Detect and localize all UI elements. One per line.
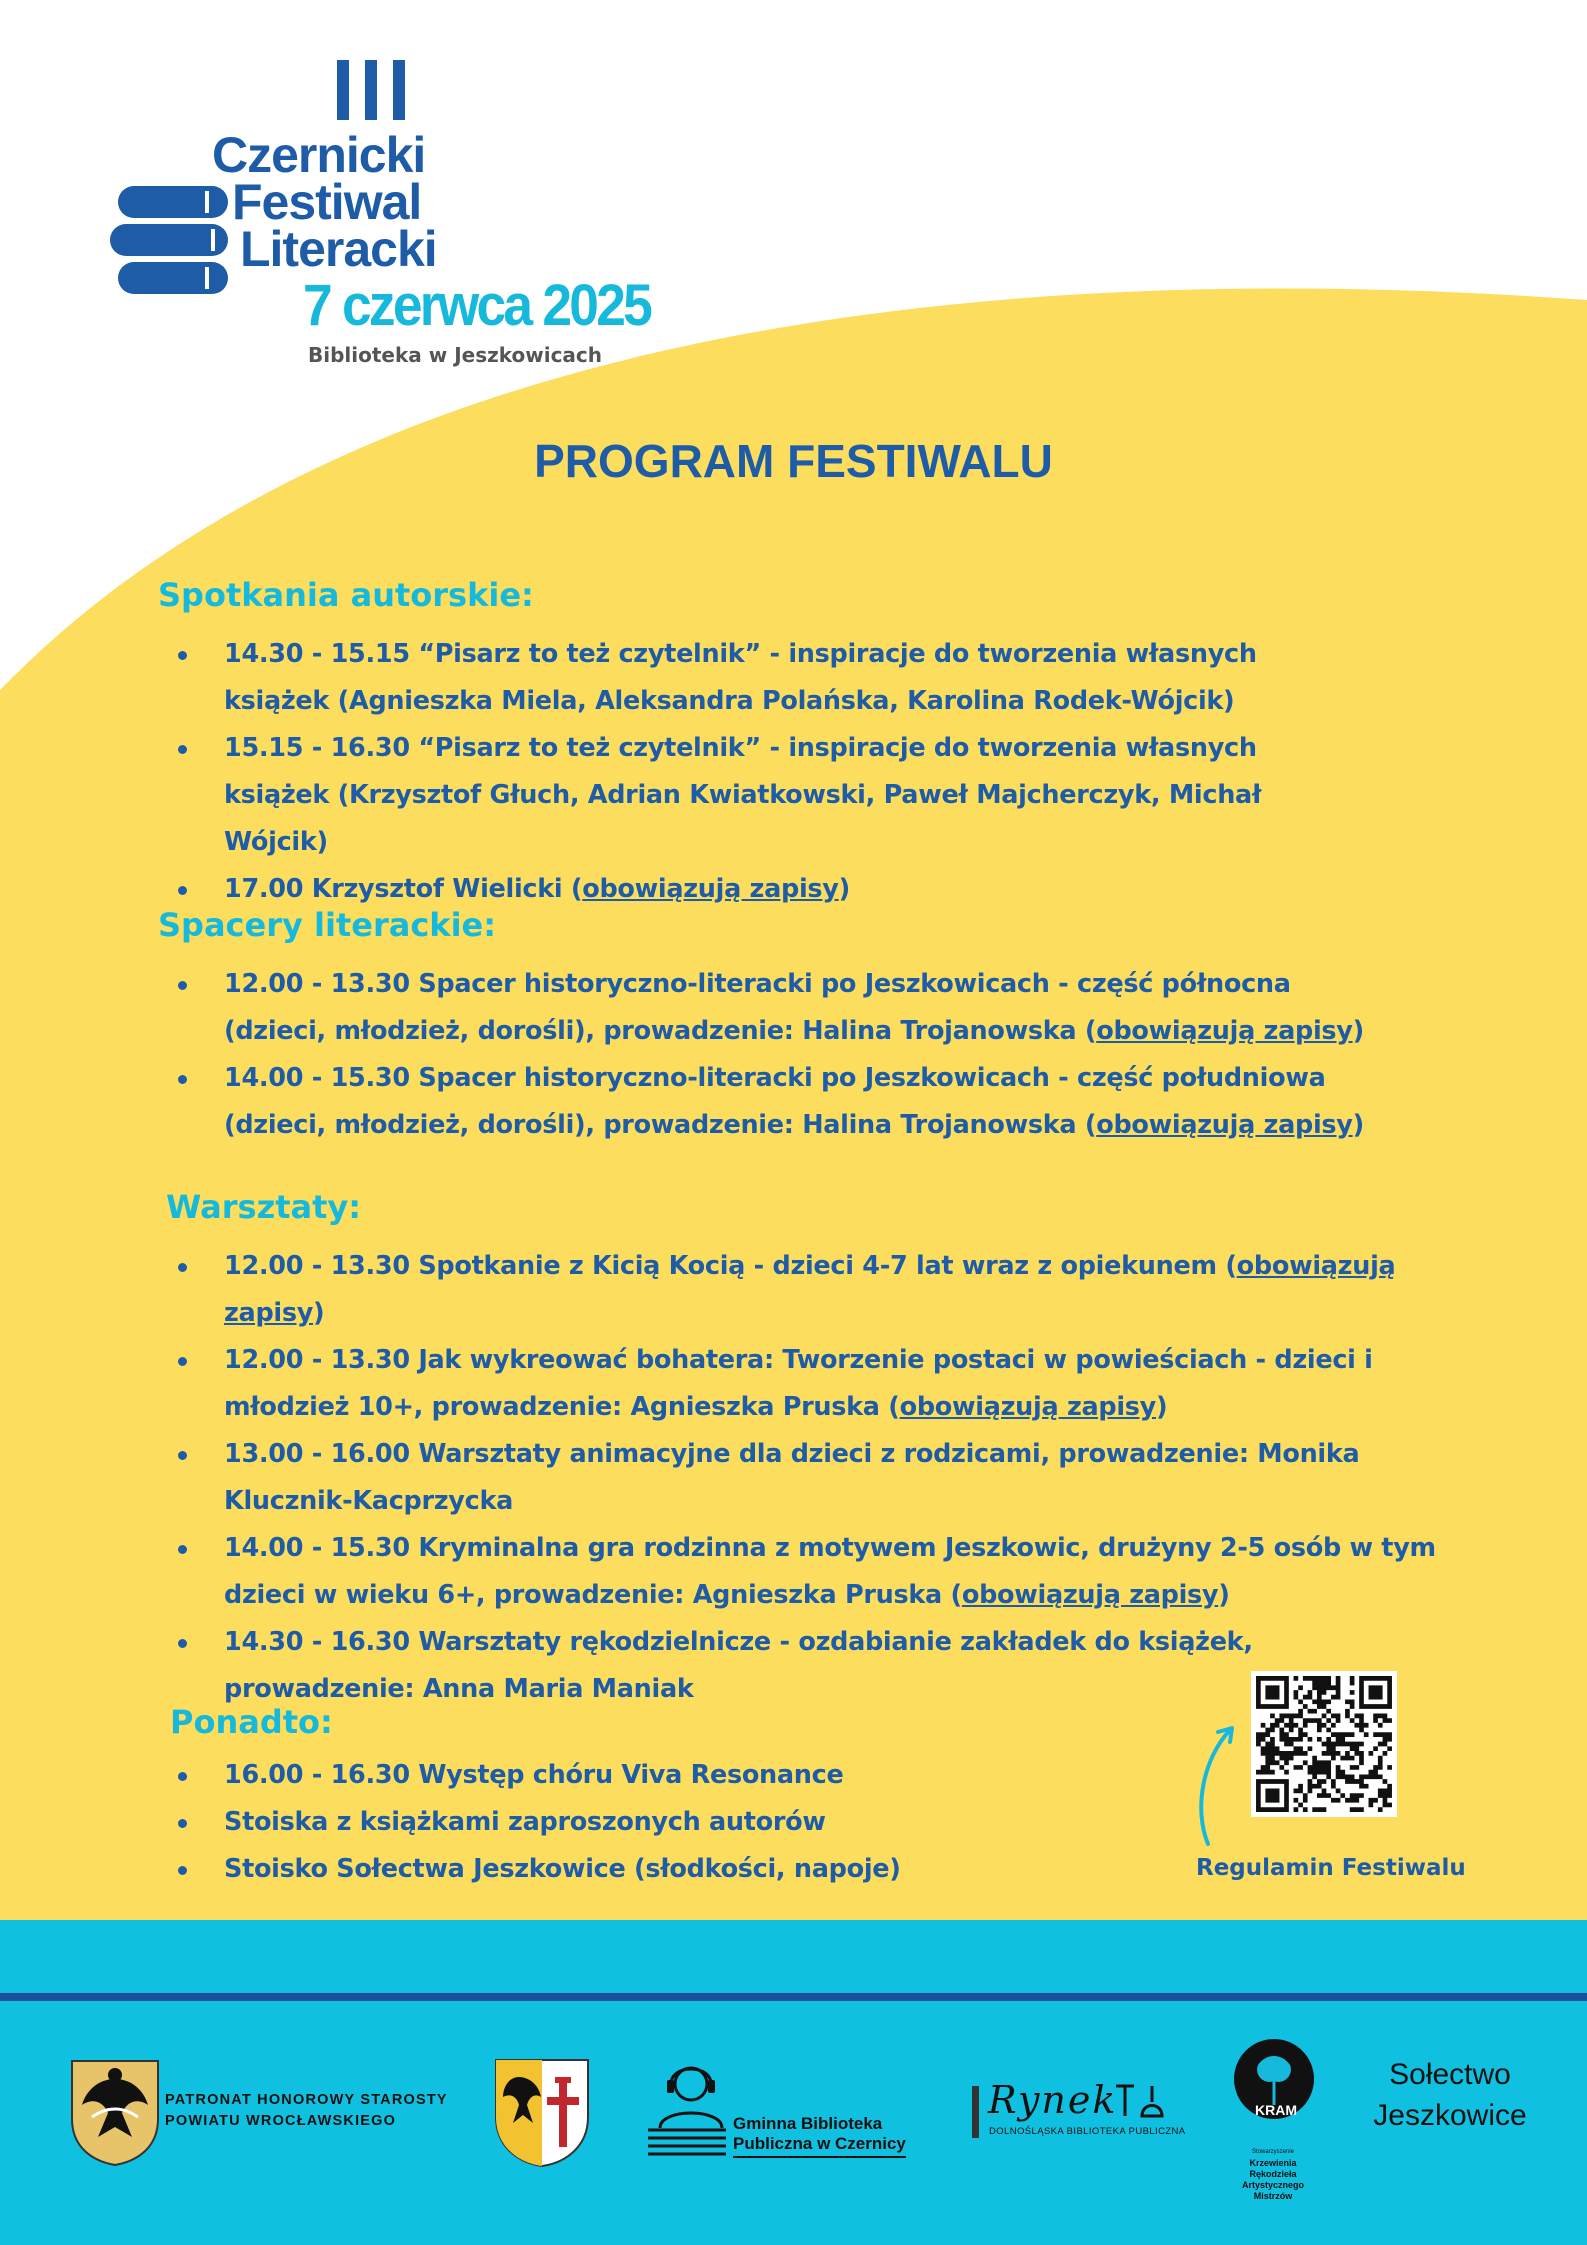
registration-link[interactable]: obowiązują zapisy [582, 874, 839, 904]
item-text: 12.00 - 13.30 Spacer historyczno-literacki po Jeszkowicach - część północna (dzieci, młodzież, dorośli), prowadzenie: Halina Trojanowska ( [224, 969, 1291, 1046]
rynek-subtitle: DOLNOŚLĄSKA BIBLIOTEKA PUBLICZNA [989, 2126, 1186, 2137]
registration-link[interactable]: obowiązują zapisy [899, 1392, 1156, 1422]
roman-numeral-logo [337, 60, 407, 120]
gbp-text [733, 2114, 906, 2158]
kram-line-4: Artystycznego [1241, 2180, 1304, 2190]
item-text: 14.00 - 15.30 Spacer historyczno-literacki po Jeszkowicach - część południowa (dzieci, młodzież, dorośli), prowadzenie: Halina Trojanowska ( [224, 1063, 1326, 1140]
footer-divider [0, 1993, 1587, 2001]
item-text: 13.00 - 16.00 Warsztaty animacyjne dla dzieci z rodzicami, prowadzenie: Monika Klucznik-Kacprzycka [224, 1439, 1360, 1516]
kram-line-3: Rękodzieła [1249, 2169, 1297, 2179]
kram-logo-icon [1232, 2035, 1316, 2147]
item-tail: ) [1352, 1110, 1364, 1140]
logo-title-line-1: Czernicki [212, 127, 426, 183]
solectwo-text [1365, 2054, 1535, 2136]
list-spotkania [178, 631, 1338, 913]
item-text: 16.00 - 16.30 Występ chóru Viva Resonance [224, 1760, 844, 1790]
section-heading-spotkania: Spotkania autorskie: [158, 576, 534, 614]
solectwo-line-1: Sołectwo [1389, 2058, 1511, 2091]
festival-venue: Biblioteka w Jeszkowicach [308, 343, 603, 367]
item-text: 17.00 Krzysztof Wielicki ( [224, 874, 583, 904]
qr-label: Regulamin Festiwalu [1196, 1855, 1466, 1881]
item-text: 14.00 - 15.30 Kryminalna gra rodzinna z motywem Jeszkowic, drużyny 2-5 osób w tym dzieci w wieku 6+, prowadzenie: Agnieszka Pruska ( [224, 1533, 1436, 1610]
list-item [178, 1243, 1438, 1337]
section-heading-ponadto: Ponadto: [170, 1703, 333, 1741]
section-heading-warsztaty: Warsztaty: [166, 1188, 362, 1226]
list-item [178, 725, 1338, 866]
item-tail: ) [1156, 1392, 1168, 1422]
item-text: Stoiska z książkami zaproszonych autorów [224, 1807, 826, 1837]
rynek-lamp-icon [1112, 2082, 1166, 2120]
item-tail: ) [1352, 1016, 1364, 1046]
curved-arrow-icon [1190, 1720, 1250, 1850]
list-warsztaty [178, 1243, 1438, 1713]
list-item [178, 961, 1388, 1055]
gmina-coat-of-arms-icon [493, 2057, 591, 2169]
item-tail: ) [1218, 1580, 1230, 1610]
item-text: 14.30 - 16.30 Warsztaty rękodzielnicze - ozdabianie zakładek do książek, prowadzenie: Anna Maria Maniak [224, 1627, 1253, 1704]
gbp-line-1: Gminna Biblioteka [733, 2114, 883, 2133]
qr-code-icon[interactable] [1251, 1671, 1397, 1817]
item-tail: ) [838, 874, 850, 904]
page-title: PROGRAM FESTIWALU [534, 435, 1053, 487]
list-item [178, 1055, 1388, 1149]
list-item [178, 1846, 1078, 1893]
rynek-logo-text: Rynek [988, 2078, 1118, 2122]
rynek-bar [972, 2086, 979, 2138]
list-item [178, 1525, 1438, 1619]
list-item [178, 631, 1338, 725]
logo-title-line-3: Literacki [240, 221, 437, 277]
reader-headphones-icon [646, 2058, 736, 2161]
item-text: 15.15 - 16.30 “Pisarz to też czytelnik” - inspiracje do tworzenia własnych książek (Krzysztof Głuch, Adrian Kwiatkowski, Paweł Majcherczyk, Michał Wójcik) [224, 733, 1262, 857]
festival-date: 7 czerwca 2025 [303, 273, 651, 338]
list-item [178, 1619, 1438, 1713]
footer-band [0, 1920, 1587, 2245]
solectwo-line-2: Jeszkowice [1373, 2099, 1527, 2132]
kram-line-1: Stowarzyszenie [1251, 2149, 1295, 2155]
kram-text [1218, 2147, 1328, 2202]
svg-text:KRAM: KRAM [1255, 2102, 1297, 2118]
list-spacery [178, 961, 1388, 1149]
section-heading-spacery: Spacery literackie: [158, 906, 497, 944]
registration-link[interactable]: obowiązują zapisy [961, 1580, 1219, 1610]
item-text: Stoisko Sołectwa Jeszkowice (słodkości, napoje) [224, 1854, 901, 1884]
registration-link[interactable]: obowiązują zapisy [224, 1251, 1396, 1328]
list-item [178, 1431, 1438, 1525]
list-ponadto [178, 1752, 1078, 1893]
kram-line-2: Krzewienia [1249, 2158, 1297, 2168]
patronat-text [165, 2090, 448, 2132]
logo-title-line-2: Festiwal [232, 174, 422, 230]
powiat-coat-of-arms-icon [68, 2057, 162, 2167]
item-text: 12.00 - 13.30 Spotkanie z Kicią Kocią - dzieci 4-7 lat wraz z opiekunem ( [224, 1251, 1237, 1281]
list-item [178, 1337, 1438, 1431]
registration-link[interactable]: obowiązują zapisy [1096, 1016, 1353, 1046]
list-item [178, 1799, 1078, 1846]
gbp-line-2: Publiczna w Czernicy [733, 2134, 906, 2158]
item-tail: ) [313, 1298, 325, 1328]
list-item [178, 1752, 1078, 1799]
festival-logo-title [212, 127, 437, 277]
patronat-line-1: PATRONAT HONOROWY STAROSTY [165, 2092, 448, 2108]
item-text: 14.30 - 15.15 “Pisarz to też czytelnik” - inspiracje do tworzenia własnych książek (Agnieszka Miela, Aleksandra Polańska, Karolina Rodek-Wójcik) [224, 639, 1257, 716]
item-text: 12.00 - 13.30 Jak wykreować bohatera: Tworzenie postaci w powieściach - dzieci i młodzież 10+, prowadzenie: Agnieszka Pruska ( [224, 1345, 1373, 1422]
registration-link[interactable]: obowiązują zapisy [1096, 1110, 1353, 1140]
patronat-line-2: POWIATU WROCŁAWSKIEGO [165, 2113, 397, 2129]
kram-line-5: Mistrzów [1253, 2191, 1293, 2201]
